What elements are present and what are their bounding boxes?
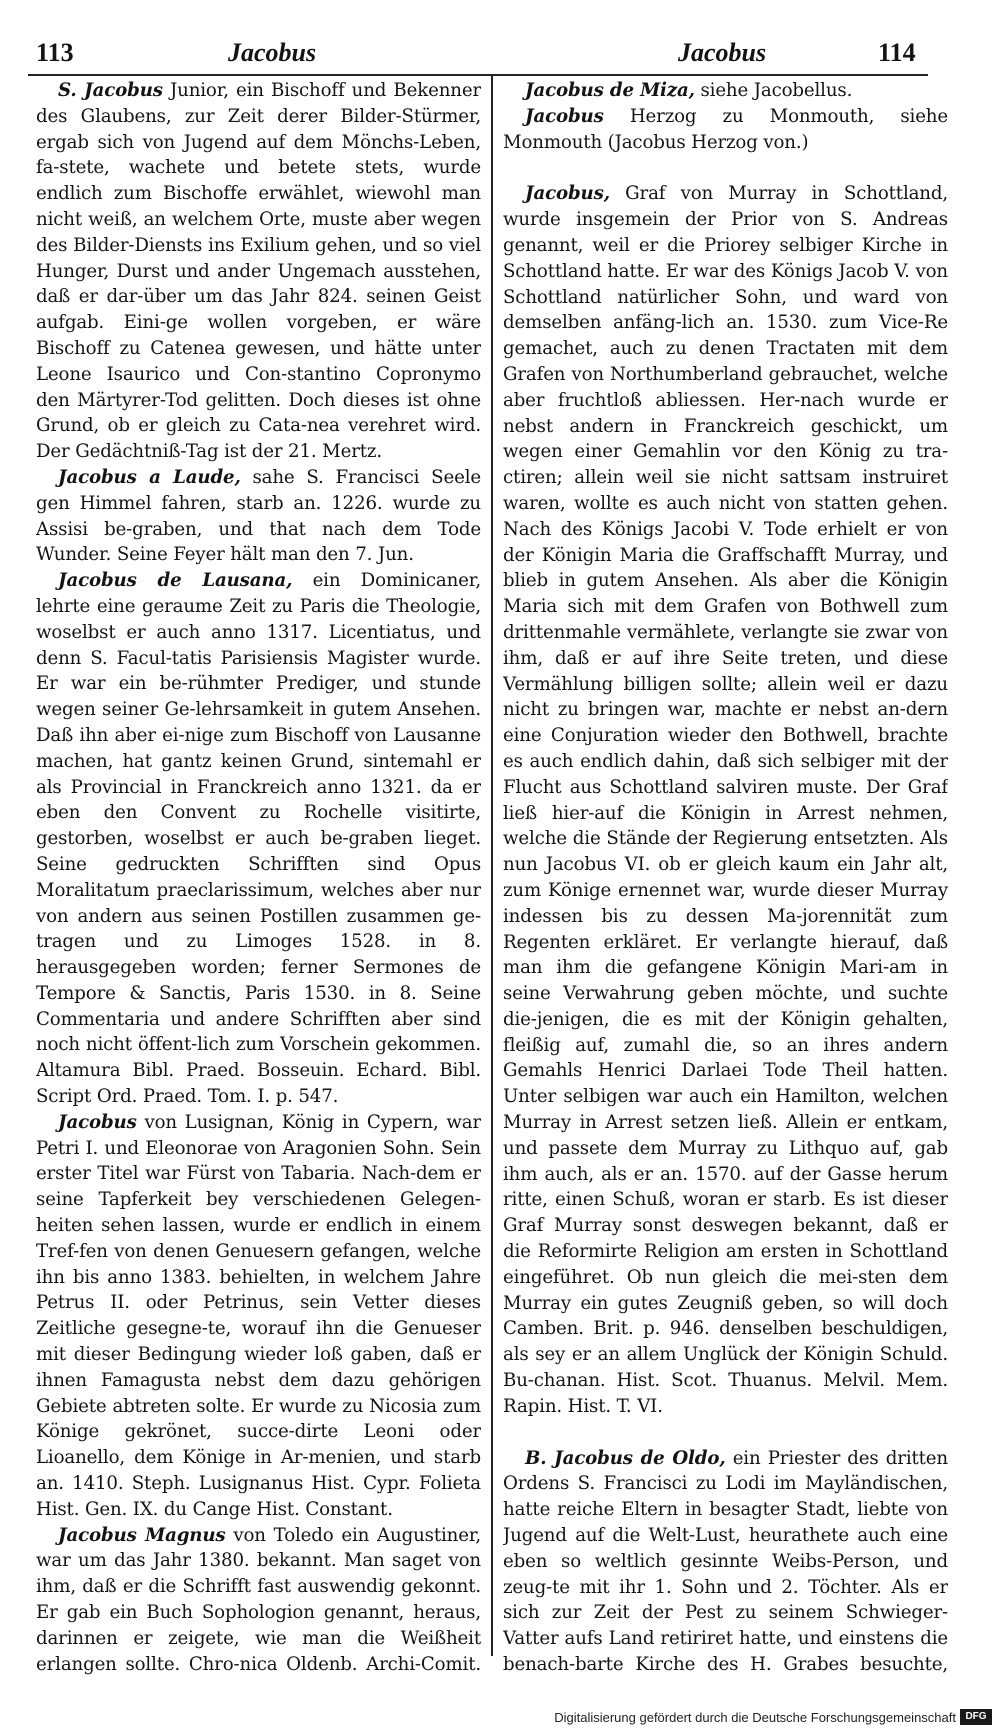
right-column bbox=[503, 78, 948, 1678]
lexicon-entry bbox=[503, 181, 948, 1419]
entry-headword: Jacobus de Lausana, bbox=[58, 570, 293, 592]
entry-text: von Lusignan, König in Cypern, war Petri I. und Eleonorae von Aragonien Sohn. Sein erster Titel war Fürst von Tabaria. Nach-dem er seine Tapferkeit bey verschiedenen Gelegen-heiten sehen lassen, wurde er endlich in einem Tref-fen von denen Genuesern gefangen, welche ihn bis anno 1383. behielten, in welchem Jahre Petrus II. oder Petrinus, sein Vetter dieses Zeitliche gesegne-te, worauf ihn die Genueser mit dieser Bedingung wieder loß gaben, daß er ihnen Famagusta nebst dem dazu gehörigen Gebiete abtreten solte. Er wurde zu Nicosia zum Könige gekrönet, succe-dirte Leoni oder Lioanello, dem Könige in Ar-menien, und starb an. 1410. Steph. Lusignanus Hist. Cypr. Folieta Hist. Gen. IX. du Cange Hist. Constant. bbox=[36, 1111, 481, 1520]
entry-headword: B. Jacobus de Oldo, bbox=[525, 1447, 726, 1469]
footer-credit: Digitalisierung gefördert durch die Deutsche Forschungsgemeinschaft bbox=[554, 1710, 956, 1725]
page-number-right: 114 bbox=[878, 38, 916, 67]
page-number-left: 113 bbox=[36, 38, 74, 67]
entry-spacer bbox=[503, 155, 948, 181]
lexicon-entry bbox=[503, 78, 948, 104]
left-column bbox=[36, 78, 481, 1678]
lexicon-entry bbox=[503, 104, 948, 156]
entry-text: von Toledo ein Augustiner, war um das Jahr 1380. bekannt. Man saget von ihm, daß er die Schrifft fast auswendig gekonnt. Er gab ein Buch Sophologion genannt, heraus, darinnen er zeigete, wie man die Weißheit erlangen sollte. Chro-nica Oldenb. Archi-Comit. bbox=[36, 1524, 481, 1675]
entry-headword: Jacobus bbox=[58, 1111, 137, 1133]
entry-text: Herzog zu Monmouth, siehe Monmouth (Jacobus Herzog von.) bbox=[503, 105, 948, 153]
entry-headword: Jacobus bbox=[525, 105, 604, 127]
digitization-footer bbox=[0, 1708, 1000, 1728]
entry-headword: Jacobus Magnus bbox=[58, 1524, 226, 1546]
entry-text: sahe S. Francisci Seele gen Himmel fahren, starb an. 1226. wurde zu Assisi be-graben, und that nach dem Tode Wunder. Seine Feyer hält man den 7. Jun. bbox=[36, 466, 481, 566]
entry-spacer bbox=[503, 1420, 948, 1446]
entry-headword: Jacobus a Laude, bbox=[58, 466, 241, 488]
entry-text: Graf von Murray in Schottland, wurde insgemein der Prior von S. Andreas genannt, weil er die Priorey selbiger Kirche in Schottland hatte. Er war des Königs Jacob V. von Schottland natürlicher Sohn, und ward von demselben anfäng-lich an. 1530. zum Vice-Re gemachet, auch zu denen Tractaten mit dem Grafen von Northumberland gebrauchet, welche aber fruchtloß abliessen. Her-nach wurde er nebst andern in Franckreich geschickt, um wegen einer Gemahlin vor den König zu tra-ctiren; allein weil sie nicht sattsam instruiret waren, wollte es auch nicht von statten gehen. Nach des Königs Jacobi V. Tode erhielt er von der Königin Maria die Graffschafft Murray, und blieb in gutem Ansehen. Als aber die Königin Maria sich mit dem Grafen von Bothwell zum drittenmahle vermählete, verlangte sie zwar von ihm, daß er auf ihre Seite treten, und diese Vermählung billigen sollte; allein weil er dazu nicht zu bringen war, machte er nebst an-dern eine Conjuration wieder den Bothwell, brachte es auch endlich dahin, daß sich selbiger mit der Flucht aus Schottland salviren muste. Der Graf ließ hier-auf die Königin in Arrest nehmen, welche die Stände der Regierung entsetzten. Als nun Jacobus VI. ob er gleich kaum ein Jahr alt, zum Könige ernennet war, wurde dieser Murray indessen bis zu dessen Ma-jorennität zum Regenten erkläret. Er verlangte hierauf, daß man ihm die gefangene Königin Mari-am in seine Verwahrung geben möchte, und suchte die-jenigen, die es mit der Königin gehalten, fleißig auf, zumahl die, so an ihres andern Gemahls Henrici Darlaei Tode Theil hatten. Unter selbigen war auch ein Hamilton, welchen Murray in Arrest setzen ließ. Allein er entkam, und passete dem Murray zu Lithquo auf, gab ihm auch, als er an. 1570. auf der Gasse herum ritte, einen Schuß, woran er starb. Es ist dieser Graf Murray sonst deswegen bekannt, daß er die Reformirte Religion am ersten in Schottland eingeführet. Ob nun gleich die mei-sten dem Murray ein gutes Zeugniß geben, so will doch Camben. Brit. p. 946. denselben beschuldigen, als sey er an allem Unglück der Königin Schuld. Bu-chanan. Hist. Scot. Thuanus. Melvil. Mem. Rapin. Hist. T. VI. bbox=[503, 183, 948, 1417]
lexicon-entry bbox=[36, 78, 481, 465]
entry-headword: Jacobus, bbox=[525, 183, 610, 205]
entry-headword: Jacobus de Miza, bbox=[525, 80, 695, 101]
entry-text: Junior, ein Bischoff und Bekenner des Glaubens, zur Zeit derer Bilder-Stürmer, ergab sich von Jugend auf dem Mönchs-Leben, fa-stete, wachete und betete stets, wurde endlich zum Bischoffe erwählet, wiewohl man nicht weiß, an welchem Orte, muste aber wegen des Bilder-Diensts ins Exilium gehen, und so viel Hunger, Durst und ander Ungemach ausstehen, daß er dar-über um das Jahr 824. seinen Geist aufgab. Eini-ge wollen vorgeben, er wäre Bischoff zu Catenea gewesen, und hätte unter Leone Isaurico und Con-stantino Copronymo den Märtyrer-Tod gelitten. Doch dieses ist ohne Grund, ob er gleich zu Cata-nea verehret wird. Der Gedächtniß-Tag ist der 21. Mertz. bbox=[36, 80, 481, 463]
lexicon-entry bbox=[36, 1110, 481, 1523]
header-rule bbox=[28, 74, 928, 76]
lexicon-entry bbox=[36, 465, 481, 568]
running-head-left: Jacobus bbox=[228, 38, 317, 67]
entry-text: ein Priester des dritten Ordens S. Francisci zu Lodi im Mayländischen, hatte reiche Eltern in besagter Stadt, liebte von Jugend auf die Welt-Lust, heurathete auch eine eben so weltlich gesinnte Weibs-Person, und zeug-te mit ihr 1. Sohn und 2. Töchter. Als er sich zur Zeit der Pest zu seinem Schwieger-Vatter aufs Land retiriret hatte, und einstens die benach-barte Kirche des H. Grabes besuchte, bbox=[503, 1447, 948, 1676]
lexicon-entry bbox=[503, 1446, 948, 1678]
running-head-right: Jacobus bbox=[678, 38, 767, 67]
entry-text: siehe Jacobellus. bbox=[700, 80, 853, 101]
entry-headword: S. Jacobus bbox=[58, 80, 163, 101]
dfg-logo-icon: DFG bbox=[960, 1709, 992, 1725]
lexicon-entry bbox=[36, 1523, 481, 1678]
column-divider bbox=[491, 76, 493, 1656]
entry-text: ein Dominicaner, lehrte eine geraume Zeit zu Paris die Theologie, woselbst er auch anno 1317. Licentiatus, und denn S. Facul-tatis Parisiensis Magister wurde. Er war ein be-rühmter Prediger, und stunde wegen seiner Ge-lehrsamkeit in gutem Ansehen. Daß ihn aber ei-nige zum Bischoff von Lausanne machen, hat gantz keinen Grund, sintemahl er als Provincial in Franckreich anno 1321. da er eben den Convent zu Rochelle visitirte, gestorben, woselbst er auch be-graben lieget. Seine gedruckten Schrifften sind Opus Moralitatum praeclarissimum, welches aber nur von andern aus seinen Postillen zusammen ge-tragen und zu Limoges 1528. in 8. herausgegeben worden; ferner Sermones de Tempore & Sanctis, Paris 1530. in 8. Seine Commentaria und andere Schrifften aber sind noch nicht öffent-lich zum Vorschein gekommen. Altamura Bibl. Praed. Bosseuin. Echard. Bibl. Script Ord. Praed. Tom. I. p. 547. bbox=[36, 570, 481, 1108]
page-header bbox=[28, 38, 928, 78]
lexicon-entry bbox=[36, 568, 481, 1110]
